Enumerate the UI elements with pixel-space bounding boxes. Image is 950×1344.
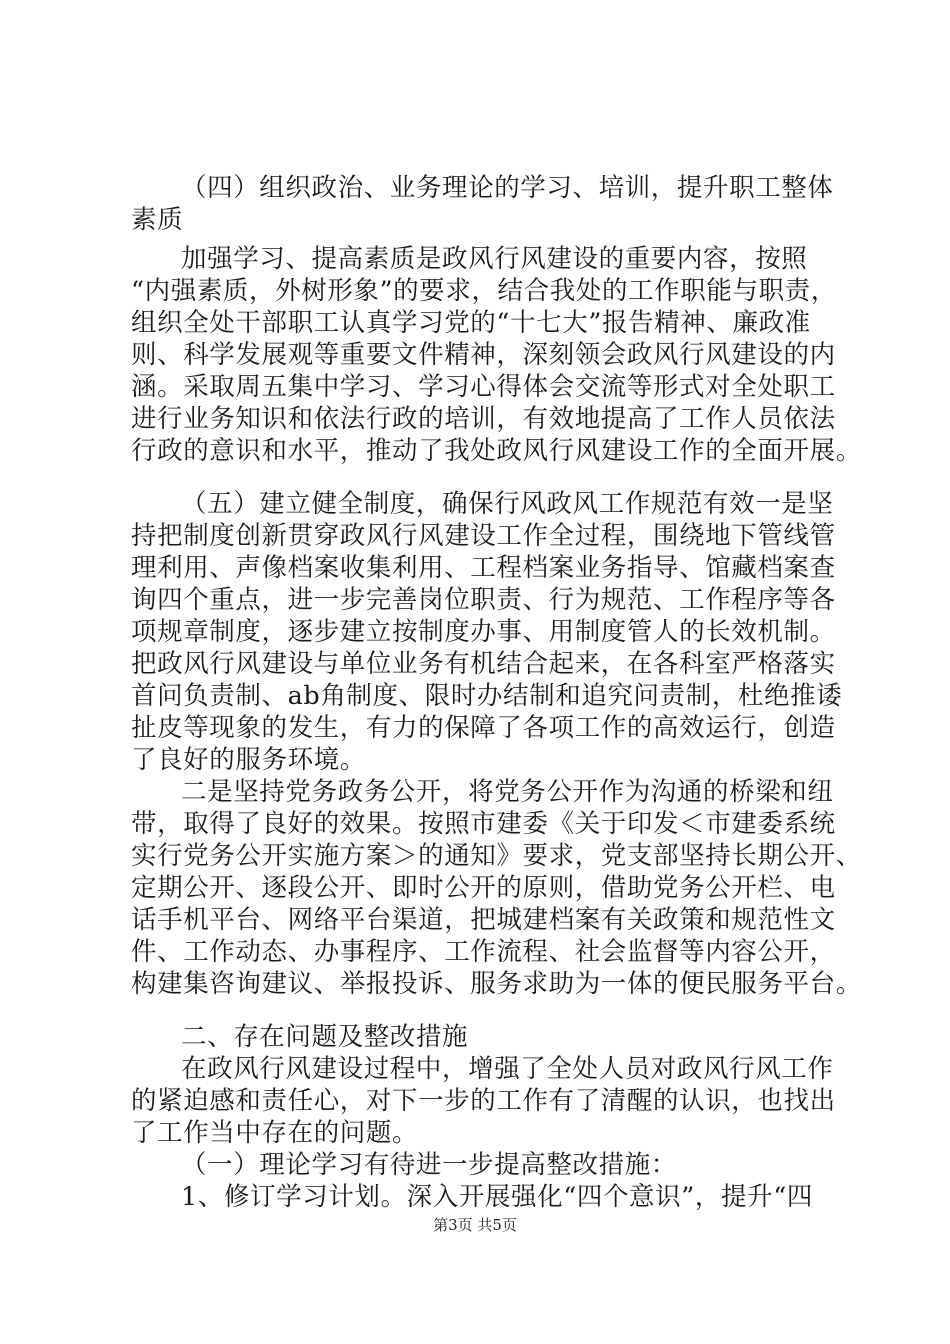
- paragraph-line: 持把制度创新贯穿政风行风建设工作全过程，围绕地下管线管: [131, 521, 836, 551]
- paragraph-line: 首问负责制、ab角制度、限时办结制和追究问责制，杜绝推诿: [131, 681, 843, 711]
- heading-section-5: （五）建立健全制度，确保行风政风工作规范有效一是坚: [181, 489, 834, 519]
- paragraph-line: 的紧迫感和责任心，对下一步的工作有了清醒的认识，也找出: [131, 1086, 836, 1116]
- paragraph-line: 件、工作动态、办事程序、工作流程、社会监督等内容公开，: [131, 937, 836, 967]
- paragraph-line: 话手机平台、网络平台渠道，把城建档案有关政策和规范性文: [131, 905, 836, 935]
- paragraph-line: 加强学习、提高素质是政风行风建设的重要内容，按照: [181, 244, 808, 274]
- paragraph-line: 涵。采取周五集中学习、学习心得体会交流等形式对全处职工: [131, 372, 836, 402]
- paragraph-line: 行政的意识和水平，推动了我处政风行风建设工作的全面开展。: [131, 436, 862, 466]
- paragraph-line: 了良好的服务环境。: [131, 745, 366, 775]
- paragraph-line: 则、科学发展观等重要文件精神，深刻领会政风行风建设的内: [131, 340, 836, 370]
- heading-section-4-cont: 素质: [131, 205, 184, 235]
- paragraph-line: 项规章制度，逐步建立按制度办事、用制度管人的长效机制。: [131, 617, 836, 647]
- paragraph-line: “内强素质，外树形象”的要求，结合我处的工作职能与职责，: [131, 276, 837, 306]
- paragraph-line: 询四个重点，进一步完善岗位职责、行为规范、工作程序等各: [131, 585, 836, 615]
- paragraph-line: 在政风行风建设过程中，增强了全处人员对政风行风工作: [181, 1054, 834, 1084]
- paragraph-line: 扯皮等现象的发生，有力的保障了各项工作的高效运行，创造: [131, 713, 836, 743]
- heading-section-two: 二、存在问题及整改措施: [181, 1022, 469, 1052]
- paragraph-line: 1、修订学习计划。深入开展强化“四个意识”，提升“四: [181, 1182, 813, 1212]
- subheading-1: （一）理论学习有待进一步提高整改措施：: [181, 1150, 677, 1180]
- paragraph-line: 组织全处干部职工认真学习党的“十七大”报告精神、廉政准: [131, 308, 811, 338]
- paragraph-line: 了工作当中存在的问题。: [131, 1118, 419, 1148]
- paragraph-line: 理利用、声像档案收集利用、工程档案业务指导、馆藏档案查: [131, 553, 836, 583]
- paragraph-line: 把政风行风建设与单位业务有机结合起来，在各科室严格落实: [131, 649, 836, 679]
- paragraph-line: 实行党务公开实施方案＞的通知》要求，党支部坚持长期公开、: [131, 841, 862, 871]
- paragraph-line: 二是坚持党务政务公开，将党务公开作为沟通的桥梁和纽: [181, 777, 834, 807]
- paragraph-line: 构建集咨询建议、举报投诉、服务求助为一体的便民服务平台。: [131, 969, 862, 999]
- paragraph-line: 进行业务知识和依法行政的培训，有效地提高了工作人员依法: [131, 404, 836, 434]
- heading-section-4: （四）组织政治、业务理论的学习、培训，提升职工整体: [181, 173, 834, 203]
- paragraph-line: 带，取得了良好的效果。按照市建委《关于印发＜市建委系统: [131, 809, 836, 839]
- page-number-footer: 第3页 共5页: [433, 1216, 517, 1234]
- paragraph-line: 定期公开、逐段公开、即时公开的原则，借助党务公开栏、电: [131, 873, 836, 903]
